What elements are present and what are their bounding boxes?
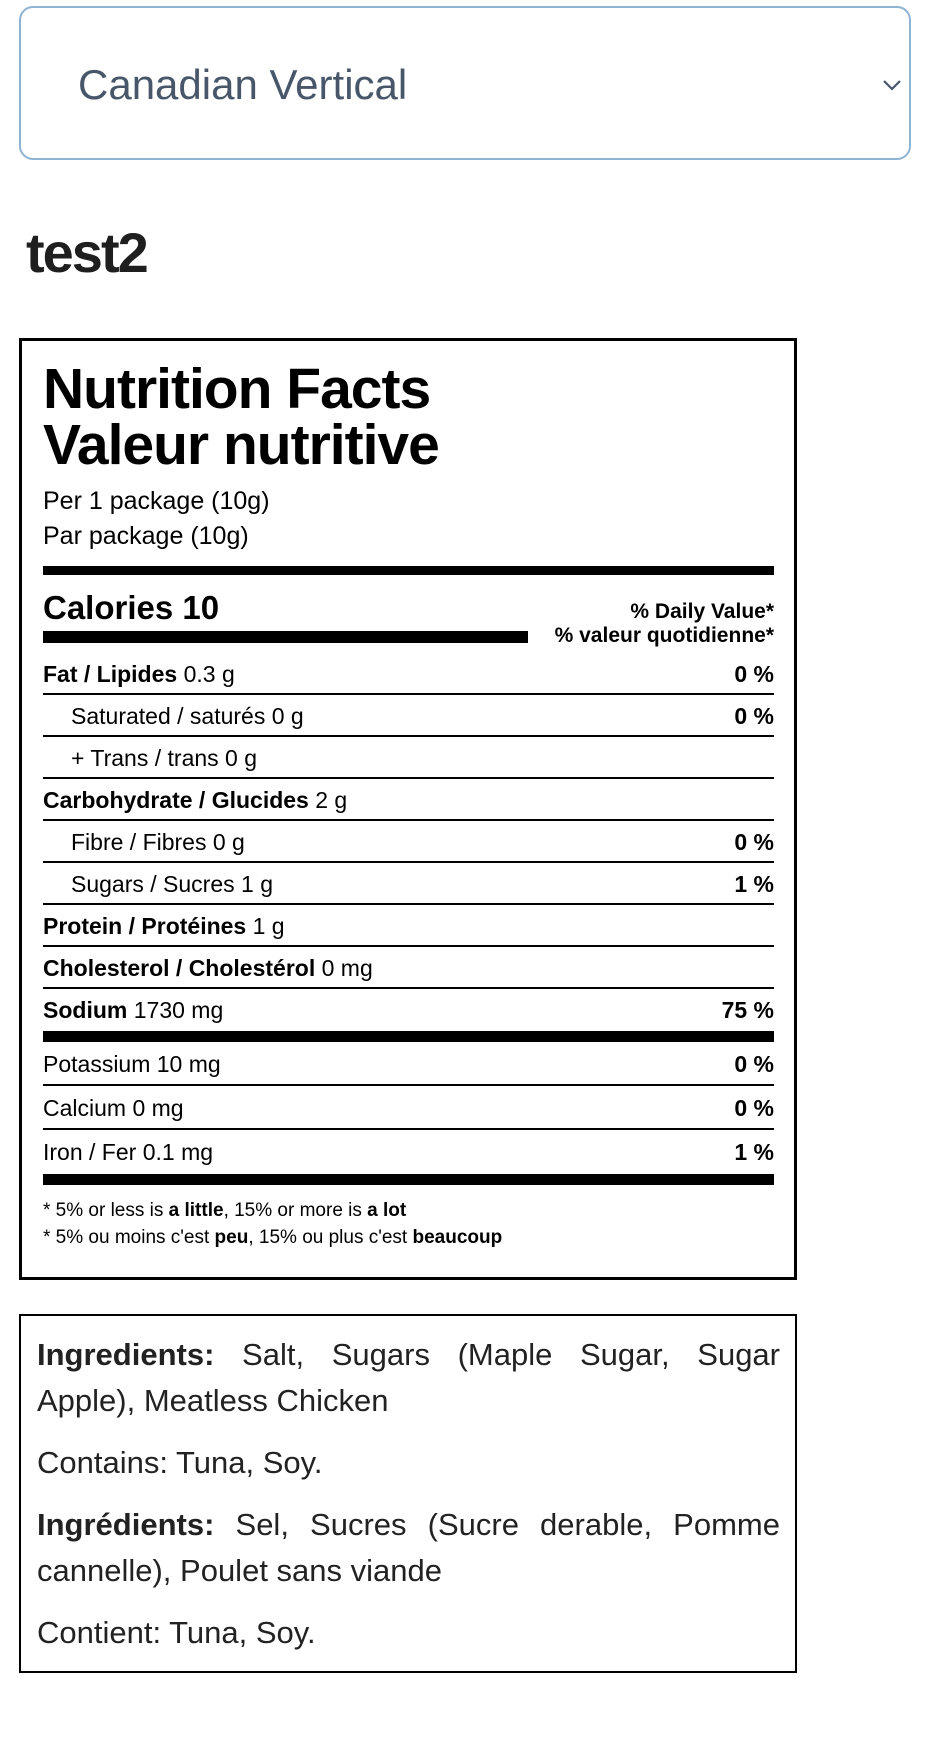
dv-header-fr: % valeur quotidienne*	[554, 624, 774, 647]
footnote-fr	[43, 1224, 774, 1251]
calories-label: Calories	[43, 589, 174, 626]
nutrient-row-fat	[43, 653, 774, 695]
ingredients-fr-label: Ingrédients:	[37, 1507, 215, 1542]
mineral-row-potassium	[43, 1042, 774, 1086]
mineral-name: Calcium	[43, 1095, 127, 1121]
footnote-emphasis: a little	[168, 1200, 224, 1221]
mineral-row-calcium	[43, 1086, 774, 1130]
footnote-en	[43, 1197, 774, 1224]
ingredients-en-text: Salt, Sugars (Maple Sugar, Sugar Apple), Meatless Chicken	[37, 1337, 780, 1418]
mineral-row-iron	[43, 1130, 774, 1174]
nutrient-row-cholesterol	[43, 947, 774, 989]
nutrient-row-carbohydrate	[43, 779, 774, 821]
nutrient-percent: 0 %	[734, 661, 774, 687]
nutrient-amount: 0 g	[212, 829, 245, 855]
contains-en: Contains: Tuna, Soy.	[37, 1445, 323, 1480]
footnote-emphasis: peu	[214, 1227, 249, 1248]
nutrient-name: Saturated / saturés	[71, 703, 266, 729]
divider-thick	[43, 566, 774, 575]
nutrient-row-sodium	[43, 989, 774, 1031]
chevron-down-icon	[881, 78, 903, 92]
format-select-value: Canadian Vertical	[78, 61, 408, 108]
serving-en: Per 1 package (10g)	[43, 487, 270, 515]
divider-thick	[43, 1031, 774, 1042]
mineral-amount: 10 mg	[156, 1051, 221, 1077]
format-select[interactable]	[19, 6, 911, 160]
nutrient-name: Cholesterol / Cholestérol	[43, 955, 316, 981]
title-fr: Valeur nutritive	[43, 413, 439, 477]
ingredients-box	[19, 1314, 797, 1673]
nutrient-percent: 0 %	[734, 829, 774, 855]
nutrient-percent: 1 %	[734, 871, 774, 897]
page-title: test2	[26, 221, 147, 284]
mineral-amount: 0 mg	[132, 1095, 184, 1121]
mineral-amount: 0.1 mg	[142, 1139, 214, 1165]
calories-bar	[43, 631, 528, 643]
mineral-percent: 0 %	[734, 1051, 774, 1077]
contains-fr: Contient: Tuna, Soy.	[37, 1615, 316, 1650]
nutrient-name: Sodium	[43, 997, 128, 1023]
nutrient-row-saturated	[43, 695, 774, 737]
nutrient-amount: 0 g	[271, 703, 304, 729]
nutrient-name: + Trans / trans	[71, 745, 219, 771]
nutrient-percent: 0 %	[734, 703, 774, 729]
ingredients-en	[37, 1332, 780, 1424]
calories	[43, 589, 219, 627]
serving-fr: Par package (10g)	[43, 522, 249, 550]
mineral-name: Potassium	[43, 1051, 151, 1077]
footnote-text: * 5% or less is	[43, 1200, 169, 1221]
footnote-text: , 15% ou plus c'est	[248, 1227, 413, 1248]
nutrition-facts-label	[19, 338, 797, 1280]
nutrient-row-protein	[43, 905, 774, 947]
nutrient-name: Sugars / Sucres	[71, 871, 235, 897]
ingredients-fr-text: Sel, Sucres (Sucre derable, Pomme cannelle), Poulet sans viande	[37, 1507, 780, 1588]
serving-size	[43, 484, 774, 554]
nutrient-row-sugars	[43, 863, 774, 905]
mineral-percent: 1 %	[734, 1139, 774, 1165]
footnote-text: * 5% ou moins c'est	[43, 1227, 215, 1248]
nutrient-row-fibre	[43, 821, 774, 863]
title-en: Nutrition Facts	[43, 357, 431, 421]
ingredients-en-label: Ingredients:	[37, 1337, 215, 1372]
nutrient-name: Fat / Lipides	[43, 661, 178, 687]
minerals-section	[43, 1042, 774, 1174]
nutrient-row-trans	[43, 737, 774, 779]
footnote-text: , 15% or more is	[223, 1200, 368, 1221]
footnote-emphasis: beaucoup	[412, 1227, 503, 1248]
nutrient-name: Fibre / Fibres	[71, 829, 207, 855]
nutrient-amount: 0.3 g	[183, 661, 235, 687]
calories-row	[43, 575, 774, 653]
nutrition-facts-title	[43, 357, 774, 477]
nutrient-name: Carbohydrate / Glucides	[43, 787, 309, 813]
nutrient-amount: 0 mg	[321, 955, 373, 981]
nutrient-percent: 75 %	[721, 997, 774, 1023]
nutrient-amount: 1730 mg	[133, 997, 224, 1023]
footnote-emphasis: a lot	[367, 1200, 407, 1221]
nutrient-name: Protein / Protéines	[43, 913, 247, 939]
nutrient-amount: 1 g	[241, 871, 274, 897]
nutrient-amount: 0 g	[225, 745, 258, 771]
daily-value-header	[555, 600, 774, 648]
nutrient-amount: 1 g	[252, 913, 285, 939]
divider-thick	[43, 1174, 774, 1185]
ingredients-fr	[37, 1502, 780, 1594]
mineral-name: Iron / Fer	[43, 1139, 137, 1165]
nutrient-amount: 2 g	[315, 787, 348, 813]
mineral-percent: 0 %	[734, 1095, 774, 1121]
dv-header-en: % Daily Value*	[630, 600, 774, 623]
calories-value: 10	[182, 589, 220, 626]
footnote	[43, 1197, 774, 1251]
